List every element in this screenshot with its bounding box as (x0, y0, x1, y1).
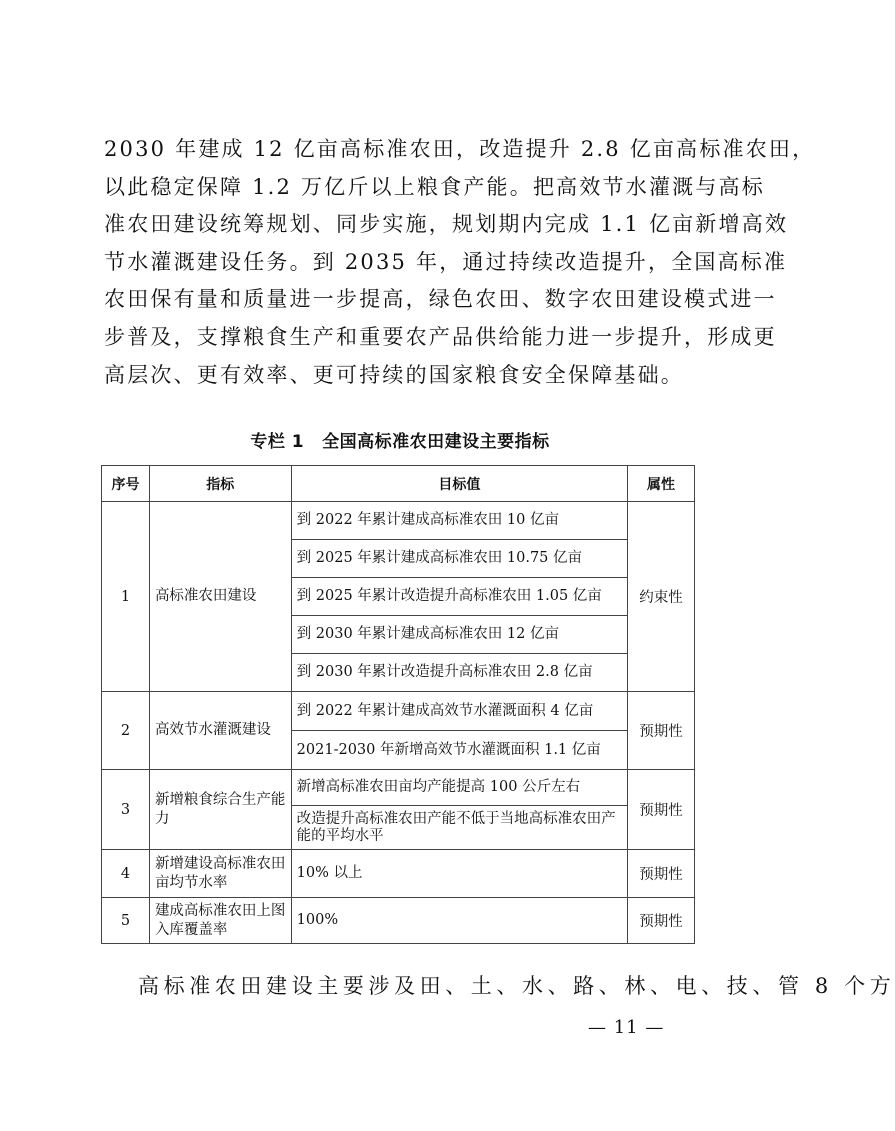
attribute-cell: 约束性 (628, 502, 695, 692)
attribute-cell: 预期性 (628, 850, 695, 898)
paragraph-line: 步普及，支撑粮食生产和重要农产品供给能力进一步提升，形成更 (104, 324, 777, 349)
table-row (102, 850, 695, 898)
indicator-table (101, 465, 695, 944)
table-title (0, 427, 800, 452)
table-header-row (102, 466, 695, 502)
target-cell: 10% 以上 (291, 850, 627, 898)
target-cell: 到 2022 年累计建成高效节水灌溉面积 4 亿亩 (291, 692, 627, 731)
indicator-cell: 新增建设高标准农田亩均节水率 (149, 850, 291, 898)
paragraph-line: 节水灌溉建设任务。到 2035 年，通过持续改造提升，全国高标准 (104, 249, 788, 274)
body-paragraph (104, 131, 816, 394)
header-target: 目标值 (291, 466, 627, 502)
indicator-cell: 新增粮食综合生产能力 (149, 770, 291, 850)
target-cell: 到 2022 年累计建成高标准农田 10 亿亩 (291, 502, 627, 540)
target-cell: 到 2025 年累计建成高标准农田 10.75 亿亩 (291, 540, 627, 578)
target-cell: 改造提升高标准农田产能不低于当地高标准农田产能的平均水平 (291, 806, 627, 850)
header-seq: 序号 (102, 466, 150, 502)
table-row (102, 898, 695, 944)
target-cell: 100% (291, 898, 627, 944)
table-row (102, 770, 695, 806)
indicator-cell: 高标准农田建设 (149, 502, 291, 692)
paragraph-line: 以此稳定保障 1.2 万亿斤以上粮食产能。把高效节水灌溉与高标 (104, 174, 765, 199)
target-cell: 到 2030 年累计改造提升高标准农田 2.8 亿亩 (291, 654, 627, 692)
paragraph-line: 准农田建设统筹规划、同步实施，规划期内完成 1.1 亿亩新增高效 (104, 212, 789, 237)
paragraph-line: 2030 年建成 12 亿亩高标准农田，改造提升 2.8 亿亩高标准农田， (104, 137, 816, 161)
target-cell: 到 2025 年累计改造提升高标准农田 1.05 亿亩 (291, 578, 627, 616)
seq-cell: 1 (102, 502, 150, 692)
seq-cell: 4 (102, 850, 150, 898)
seq-cell: 5 (102, 898, 150, 944)
target-cell: 新增高标准农田亩均产能提高 100 公斤左右 (291, 770, 627, 806)
attribute-cell: 预期性 (628, 770, 695, 850)
attribute-cell: 预期性 (628, 692, 695, 770)
continuation-line: 高标准农田建设主要涉及田、土、水、路、林、电、技、管 8 个方 (138, 974, 895, 998)
seq-cell: 2 (102, 692, 150, 770)
attribute-cell: 预期性 (628, 898, 695, 944)
indicator-cell: 建成高标准农田上图入库覆盖率 (149, 898, 291, 944)
table-title-prefix: 专栏 1 (250, 432, 305, 452)
table-row (102, 692, 695, 731)
target-cell: 2021-2030 年新增高效节水灌溉面积 1.1 亿亩 (291, 731, 627, 770)
table-row (102, 502, 695, 540)
table-title-text: 全国高标准农田建设主要指标 (322, 432, 550, 452)
paragraph-line: 农田保有量和质量进一步提高，绿色农田、数字农田建设模式进一 (104, 287, 777, 312)
header-indicator: 指标 (149, 466, 291, 502)
target-cell: 到 2030 年累计建成高标准农田 12 亿亩 (291, 616, 627, 654)
page-number: — 11 — (588, 1017, 665, 1038)
paragraph-line: 高层次、更有效率、更可持续的国家粮食安全保障基础。 (104, 362, 684, 387)
indicator-cell: 高效节水灌溉建设 (149, 692, 291, 770)
seq-cell: 3 (102, 770, 150, 850)
header-attribute: 属性 (628, 466, 695, 502)
